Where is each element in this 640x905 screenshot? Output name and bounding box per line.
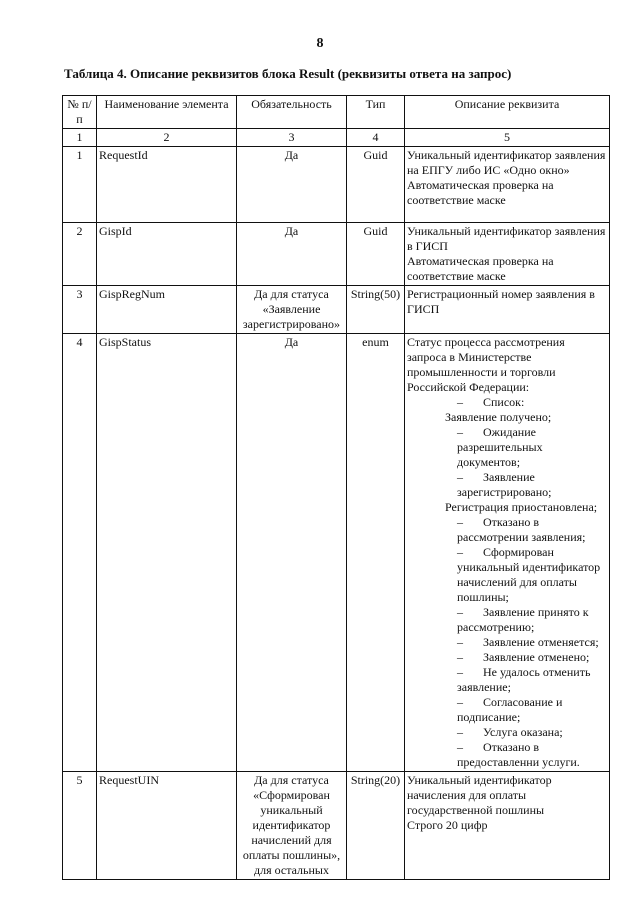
description-cell: [405, 223, 610, 286]
required-value: Да: [237, 147, 347, 223]
status-list-item: – Согласование и подписание;: [407, 695, 607, 725]
column-number: 3: [237, 129, 347, 147]
table-header-row: [63, 96, 610, 129]
description-text: Регистрационный номер заявления в ГИСП: [407, 287, 595, 316]
type-value: String(20): [347, 772, 405, 880]
type-value: Guid: [347, 223, 405, 286]
element-name: GispRegNum: [97, 286, 237, 334]
description-cell: [405, 286, 610, 334]
status-list-item: Заявление получено;: [445, 410, 552, 424]
description-text: Уникальный идентификатор заявления на ЕПГУ либо ИС «Одно окно»: [407, 148, 606, 177]
element-name: GispStatus: [97, 334, 237, 772]
status-list-item: – Услуга оказана;: [407, 725, 607, 740]
required-value: Да: [237, 334, 347, 772]
status-list-item: – Заявление отменяется;: [407, 635, 607, 650]
required-value: Да: [237, 223, 347, 286]
header-description: Описание реквизита: [405, 96, 610, 129]
header-name: Наименование элемента: [97, 96, 237, 129]
status-list-item: – Список:: [407, 395, 607, 410]
status-list-item: – Ожидание разрешительных документов;: [407, 425, 607, 470]
row-number: 3: [63, 286, 97, 334]
status-list-item: – Не удалось отменить заявление;: [407, 665, 607, 695]
column-number: 5: [405, 129, 610, 147]
column-number: 1: [63, 129, 97, 147]
column-number: 4: [347, 129, 405, 147]
row-number: 2: [63, 223, 97, 286]
column-number: 2: [97, 129, 237, 147]
requisites-table: [62, 95, 610, 880]
description-cell: [405, 147, 610, 223]
element-name: RequestUIN: [97, 772, 237, 880]
table-row: [63, 772, 610, 880]
required-value: Да для статуса «Заявление зарегистрировано»: [237, 286, 347, 334]
column-numbering-row: [63, 129, 610, 147]
status-list-item: – Заявление принято к рассмотрению;: [407, 605, 607, 635]
row-number: 1: [63, 147, 97, 223]
table-row: [63, 147, 610, 223]
status-list-item: – Отказано в рассмотрении заявления;: [407, 515, 607, 545]
element-name: RequestId: [97, 147, 237, 223]
description-text: Автоматическая проверка на соответствие маске: [407, 254, 554, 283]
description-cell: [405, 334, 610, 772]
description-text: Уникальный идентификатор заявления в ГИСП: [407, 224, 606, 253]
table-row: [63, 334, 610, 772]
header-required: Обязательность: [237, 96, 347, 129]
element-name: GispId: [97, 223, 237, 286]
status-list-item: – Сформирован уникальный идентификатор начислений для оплаты пошлины;: [407, 545, 607, 605]
table-caption: Таблица 4. Описание реквизитов блока Result (реквизиты ответа на запрос): [64, 66, 512, 81]
status-list-item: Регистрация приостановлена;: [445, 500, 598, 514]
description-text: Строго 20 цифр: [407, 818, 488, 832]
row-number: 4: [63, 334, 97, 772]
table-row: [63, 286, 610, 334]
description-cell: [405, 772, 610, 880]
type-value: Guid: [347, 147, 405, 223]
description-text: Автоматическая проверка на соответствие маске: [407, 178, 554, 207]
table-row: [63, 223, 610, 286]
description-text: Статус процесса рассмотрения запроса в Министерстве промышленности и торговли Российской Федерации:: [407, 335, 565, 394]
status-list-item: – Отказано в предоставленни услуги.: [407, 740, 607, 770]
type-value: enum: [347, 334, 405, 772]
header-number: № п/п: [63, 96, 97, 129]
description-text: Уникальный идентификатор начисления для оплаты государственной пошлины: [407, 773, 552, 817]
required-value: Да для статуса «Сформирован уникальный идентификатор начислений для оплаты пошлины», для остальных: [237, 772, 347, 880]
header-type: Тип: [347, 96, 405, 129]
type-value: String(50): [347, 286, 405, 334]
page-number: 8: [316, 36, 324, 51]
status-list-item: – Заявление отменено;: [407, 650, 607, 665]
status-list-item: – Заявление зарегистрировано;: [407, 470, 607, 500]
row-number: 5: [63, 772, 97, 880]
